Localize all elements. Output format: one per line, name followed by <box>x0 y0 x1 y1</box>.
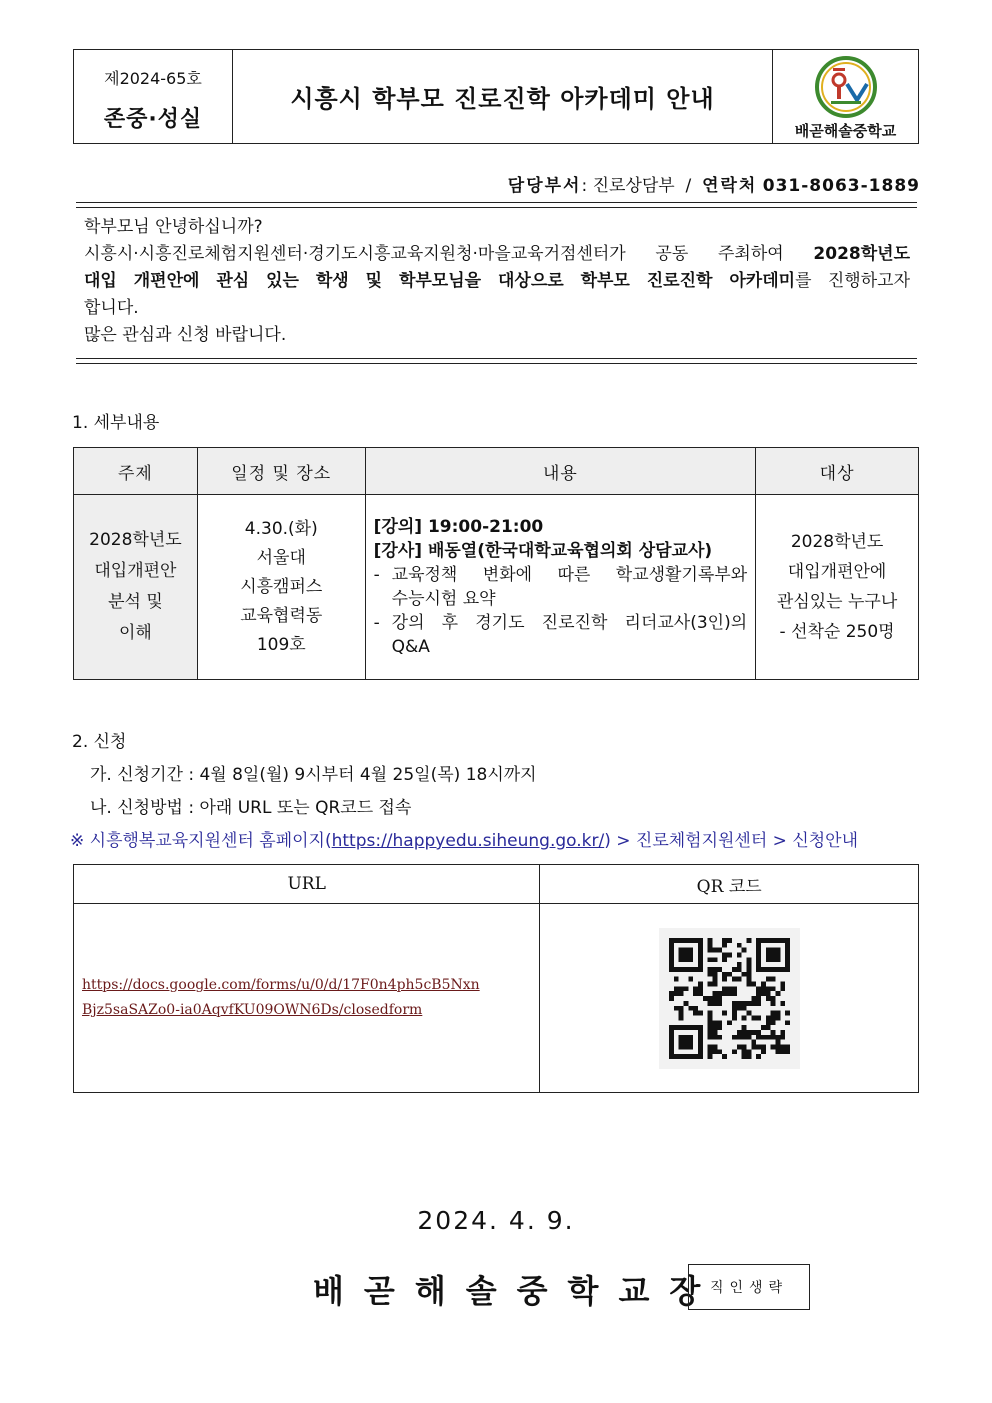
homepage-note <box>70 826 858 851</box>
dept-value: : 진로상담부 <box>581 176 675 196</box>
url-column-header: URL <box>74 865 540 904</box>
topic-cell <box>74 495 198 680</box>
intro-text <box>84 214 910 349</box>
note-suffix: ) > 진로체험지원센터 > 신청안내 <box>604 831 859 851</box>
bullet-text: Q&A <box>391 637 430 657</box>
intro-line-2-text: 시흥시·시흥진로체험지원센터·경기도시흥교육지원청·마을교육거점센터가 공동 주최하여 <box>84 244 814 264</box>
issue-date: 2024. 4. 9. <box>417 1206 575 1235</box>
detail-row <box>74 495 919 680</box>
target-line: 대입개편안에 <box>787 562 887 582</box>
doc-info-cell <box>74 50 233 143</box>
apply-period: 가. 신청기간 : 4월 8일(월) 9시부터 4월 25일(목) 18시까지 <box>90 765 537 785</box>
school-name: 배곧해솔중학교 <box>794 122 897 140</box>
intro-line-3 <box>84 268 910 295</box>
lecture-time: [강의] 19:00-21:00 <box>373 517 544 537</box>
lecturer: [강사] 배동열(한국대학교육협의회 상담교사) <box>373 541 713 561</box>
divider-top <box>76 202 917 208</box>
content-bullet-1-cont <box>374 587 748 611</box>
detail-header-row <box>74 448 919 495</box>
intro-line-3-bold: 대입 개편안에 관심 있는 학생 및 학부모님을 대상으로 학부모 진로진학 아카데미 <box>84 271 796 291</box>
bullet-text: 교육정책 변화에 따른 학교생활기록부와 <box>391 565 748 585</box>
schedule-line: 시흥캠퍼스 <box>240 576 323 597</box>
section-2-heading: 2. 신청 <box>72 732 127 752</box>
qr-cell <box>540 904 919 1093</box>
qr-column-header: QR 코드 <box>540 865 919 904</box>
schedule-line: 서울대 <box>256 547 306 568</box>
divider-bottom <box>76 358 917 364</box>
content-bullet-2-cont <box>374 635 748 659</box>
qr-code-graphic <box>669 938 790 1059</box>
intro-line-3-text: 를 진행하고자 <box>795 271 910 291</box>
url-qr-table <box>73 864 919 1093</box>
intro-line-2-bold: 2028학년도 <box>813 244 910 264</box>
phone-label: 연락처 <box>702 176 758 196</box>
topic-line: 이해 <box>119 623 152 643</box>
note-prefix: ※ 시흥행복교육지원센터 홈페이지( <box>70 831 332 851</box>
topic-line: 대입개편안 <box>94 561 177 581</box>
url-header-row <box>74 865 919 904</box>
schedule-line: 4.30.(화) <box>244 518 318 539</box>
intro-line-5: 많은 관심과 신청 바랍니다. <box>84 325 287 345</box>
url-line[interactable]: https://docs.google.com/forms/u/0/d/17F0n4ph5cB5Nxn <box>82 977 480 993</box>
school-motto: 존중·성실 <box>103 107 203 132</box>
url-line[interactable]: Bjz5saSAZo0-ia0AqvfKU09OWN6Ds/closedform <box>82 1002 423 1018</box>
document-title: 시흥시 학부모 진로진학 아카데미 안내 <box>290 85 715 113</box>
contact-separator: / <box>685 176 692 196</box>
school-logo-icon <box>813 54 879 120</box>
content-cell <box>365 495 756 680</box>
principal-title: 배곧해솔중학교장 <box>313 1272 721 1310</box>
target-line: - 선착순 250명 <box>779 622 895 642</box>
apply-method: 나. 신청방법 : 아래 URL 또는 QR코드 접속 <box>90 798 412 818</box>
content-bullet-1: - 교육정책 변화에 따른 학교생활기록부와 <box>373 565 748 585</box>
seal-omitted-box: 직인생략 <box>688 1264 810 1310</box>
school-logo-cell <box>772 50 918 143</box>
intro-line-4: 합니다. <box>84 298 139 318</box>
dept-label: 담당부서 <box>507 176 582 196</box>
document-header <box>73 49 919 144</box>
greeting: 학부모님 안녕하십니까? <box>84 217 263 237</box>
homepage-link[interactable]: https://happyedu.siheung.go.kr/ <box>331 831 605 851</box>
col-topic: 주제 <box>74 448 198 495</box>
contact-line <box>508 171 920 196</box>
intro-line-2 <box>84 241 910 268</box>
col-target: 대상 <box>756 448 919 495</box>
target-line: 관심있는 누구나 <box>776 592 898 612</box>
phone-value: 031-8063-1889 <box>762 176 920 196</box>
bullet-text: 강의 후 경기도 진로진학 리더교사(3인)의 <box>391 613 748 633</box>
target-line: 2028학년도 <box>790 532 884 552</box>
qr-code-icon <box>659 928 800 1069</box>
col-content: 내용 <box>365 448 756 495</box>
content-bullet-2: - 강의 후 경기도 진로진학 리더교사(3인)의 <box>373 613 748 633</box>
schedule-line: 109호 <box>256 634 306 655</box>
bullet-text: 수능시험 요약 <box>391 589 496 609</box>
schedule-cell <box>197 495 365 680</box>
section-1-heading: 1. 세부내용 <box>72 413 160 433</box>
topic-line: 분석 및 <box>108 592 163 612</box>
detail-table <box>73 447 919 680</box>
schedule-line: 교육협력동 <box>240 605 323 626</box>
topic-line: 2028학년도 <box>89 530 182 550</box>
doc-number: 제2024-65호 <box>104 69 202 88</box>
form-url-link[interactable] <box>74 904 540 1093</box>
target-cell <box>756 495 919 680</box>
url-row <box>74 904 919 1093</box>
col-schedule: 일정 및 장소 <box>197 448 365 495</box>
